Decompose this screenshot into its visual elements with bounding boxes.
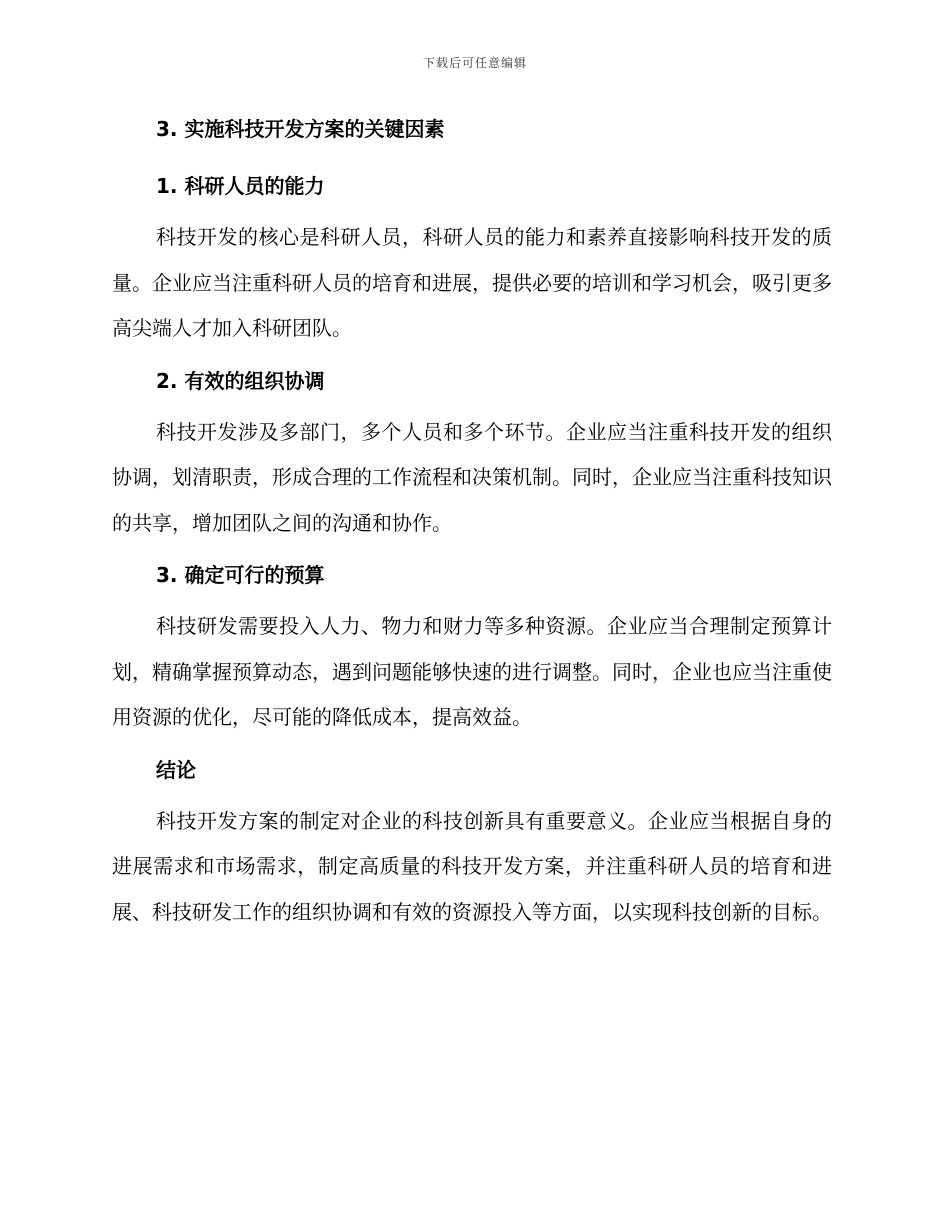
subsection-paragraph-2: 科技开发涉及多部门，多个人员和多个环节。企业应当注重科技开发的组织协调，划清职责，形成合理的工作流程和决策机制。同时，企业应当注重科技知识的共享，增加团队之间的沟通和协作。 — [112, 419, 832, 535]
subsection-paragraph-1: 科技开发的核心是科研人员，科研人员的能力和素养直接影响科技开发的质量。企业应当注重科研人员的培育和进展，提供必要的培训和学习机会，吸引更多高尖端人才加入科研团队。 — [112, 225, 832, 340]
subsection-heading-3: 3. 确定可行的预算 — [156, 563, 325, 587]
subsection-paragraph-3: 科技研发需要投入人力、物力和财力等多种资源。企业应当合理制定预算计划，精确掌握预算动态，遇到问题能够快速的进行调整。同时，企业也应当注重使用资源的优化，尽可能的降低成本，提高效益。 — [112, 614, 832, 729]
subsection-heading-2: 2. 有效的组织协调 — [156, 368, 325, 393]
section-title: 3. 实施科技开发方案的关键因素 — [156, 117, 445, 141]
subsection-heading-1: 1. 科研人员的能力 — [156, 174, 325, 198]
document-body — [112, 112, 832, 935]
header-note: 下载后可任意编辑 — [422, 56, 527, 70]
conclusion-heading: 结论 — [156, 757, 196, 782]
conclusion-paragraph: 科技开发方案的制定对企业的科技创新具有重要意义。企业应当根据自身的进展需求和市场需求，制定高质量的科技开发方案，并注重科研人员的培育和进展、科技研发工作的组织协调和有效的资源投入等方面，以实现科技创新的目标。 — [112, 808, 832, 924]
